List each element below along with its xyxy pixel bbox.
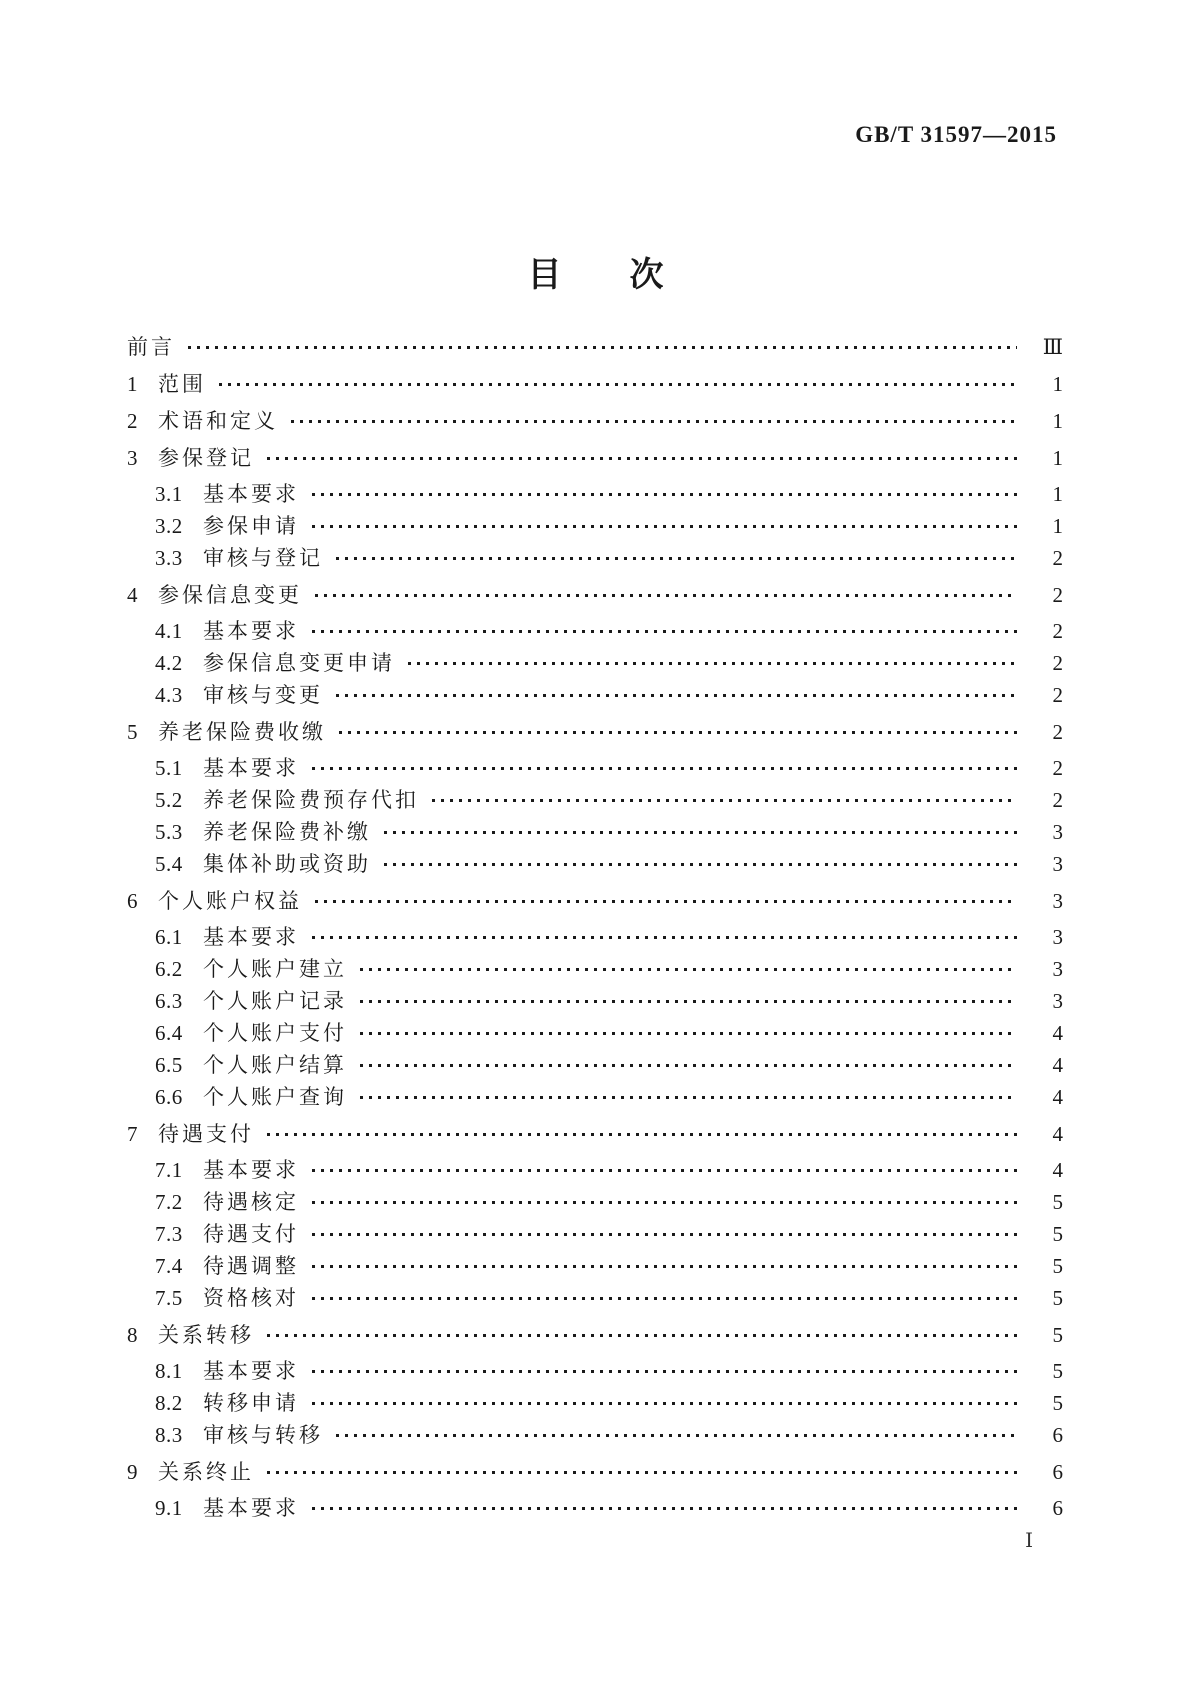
toc-entry-number: 6.6 <box>155 1085 183 1109</box>
toc-leader-dots <box>336 694 1017 697</box>
toc-entry-page: 6 <box>1052 1460 1063 1484</box>
toc-leader-dots <box>360 1000 1017 1003</box>
toc-entry-label: 基本要求 <box>203 1359 299 1383</box>
toc-entry-page: 5 <box>1052 1323 1063 1347</box>
toc-entry <box>127 921 1063 953</box>
toc-leader-dots <box>360 1064 1017 1067</box>
toc-entry-number: 7.1 <box>155 1158 183 1182</box>
toc-leader-dots <box>267 1471 1017 1474</box>
toc-entry-number: 6 <box>127 889 138 913</box>
toc-entry <box>127 331 1063 363</box>
toc-entry-number: 3 <box>127 446 138 470</box>
toc-entry-page: 5 <box>1052 1190 1063 1214</box>
toc-entry-number: 5.2 <box>155 788 183 812</box>
toc-entry-number: 3.1 <box>155 482 183 506</box>
toc-entry <box>127 1419 1063 1451</box>
toc-entry <box>127 885 1063 917</box>
toc-entry-label: 审核与登记 <box>203 546 323 570</box>
toc-entry <box>127 1250 1063 1282</box>
toc-entry-page: 2 <box>1052 619 1063 643</box>
table-of-contents <box>127 326 1063 1524</box>
toc-entry-page: 5 <box>1052 1286 1063 1310</box>
toc-entry-page: 5 <box>1052 1391 1063 1415</box>
toc-leader-dots <box>312 493 1017 496</box>
toc-entry-label: 术语和定义 <box>158 409 278 433</box>
toc-entry-number: 4 <box>127 583 138 607</box>
page-title: 目 次 <box>527 256 664 294</box>
toc-leader-dots <box>339 731 1017 734</box>
toc-entry-page: 2 <box>1052 546 1063 570</box>
toc-entry-number: 9 <box>127 1460 138 1484</box>
toc-entry-number: 6.5 <box>155 1053 183 1077</box>
toc-entry <box>127 615 1063 647</box>
toc-leader-dots <box>315 594 1017 597</box>
toc-entry-page: 4 <box>1052 1158 1063 1182</box>
toc-entry <box>127 368 1063 400</box>
standard-code: GB/T 31597—2015 <box>855 122 1057 147</box>
toc-entry-number: 2 <box>127 409 138 433</box>
toc-entry-number: 5 <box>127 720 138 744</box>
toc-leader-dots <box>312 1507 1017 1510</box>
toc-entry-label: 养老保险费补缴 <box>203 820 371 844</box>
toc-entry-label: 范围 <box>158 372 206 396</box>
toc-entry-number: 8.1 <box>155 1359 183 1383</box>
toc-entry-number: 5.3 <box>155 820 183 844</box>
toc-entry-label: 待遇调整 <box>203 1254 299 1278</box>
toc-leader-dots <box>336 557 1017 560</box>
toc-leader-dots <box>312 1169 1017 1172</box>
toc-entry-number: 7.2 <box>155 1190 183 1214</box>
toc-entry-label: 个人账户记录 <box>203 989 347 1013</box>
toc-entry-page: 1 <box>1052 482 1063 506</box>
toc-entry <box>127 1154 1063 1186</box>
toc-leader-dots <box>188 346 1017 349</box>
toc-entry-number: 6.3 <box>155 989 183 1013</box>
toc-entry <box>127 1355 1063 1387</box>
toc-entry-label: 养老保险费收缴 <box>158 720 326 744</box>
toc-entry <box>127 1081 1063 1113</box>
toc-entry <box>127 510 1063 542</box>
toc-entry-page: 4 <box>1052 1122 1063 1146</box>
toc-entry-page: 3 <box>1052 820 1063 844</box>
toc-entry <box>127 478 1063 510</box>
toc-entry-label: 关系终止 <box>158 1460 254 1484</box>
toc-entry <box>127 816 1063 848</box>
toc-entry <box>127 716 1063 748</box>
toc-entry-label: 基本要求 <box>203 925 299 949</box>
toc-entry-label: 资格核对 <box>203 1286 299 1310</box>
toc-entry-number: 7.5 <box>155 1286 183 1310</box>
toc-entry-page: 2 <box>1052 720 1063 744</box>
toc-leader-dots <box>312 767 1017 770</box>
toc-entry-label: 参保信息变更申请 <box>203 651 395 675</box>
toc-entry-page: 3 <box>1052 957 1063 981</box>
toc-entry-page: 6 <box>1052 1496 1063 1520</box>
toc-entry-page: 2 <box>1052 651 1063 675</box>
toc-entry-page: 2 <box>1052 756 1063 780</box>
toc-entry <box>127 1186 1063 1218</box>
toc-entry-page: Ⅲ <box>1042 335 1063 359</box>
toc-entry-label: 待遇支付 <box>203 1222 299 1246</box>
toc-entry-number: 6.2 <box>155 957 183 981</box>
toc-leader-dots <box>312 1297 1017 1300</box>
toc-entry-page: 3 <box>1052 989 1063 1013</box>
toc-entry-label: 基本要求 <box>203 1496 299 1520</box>
toc-entry-number: 9.1 <box>155 1496 183 1520</box>
toc-entry <box>127 1387 1063 1419</box>
toc-entry-number: 7.4 <box>155 1254 183 1278</box>
toc-entry-label: 个人账户结算 <box>203 1053 347 1077</box>
toc-leader-dots <box>384 831 1017 834</box>
toc-entry-number: 6.1 <box>155 925 183 949</box>
toc-entry <box>127 985 1063 1017</box>
toc-leader-dots <box>267 1133 1017 1136</box>
toc-entry-page: 5 <box>1052 1222 1063 1246</box>
toc-entry-page: 4 <box>1052 1085 1063 1109</box>
toc-entry-number: 7 <box>127 1122 138 1146</box>
toc-entry-page: 4 <box>1052 1021 1063 1045</box>
toc-leader-dots <box>432 799 1017 802</box>
toc-entry-page: 2 <box>1052 683 1063 707</box>
toc-entry-label: 养老保险费预存代扣 <box>203 788 419 812</box>
toc-entry <box>127 784 1063 816</box>
toc-entry <box>127 405 1063 437</box>
toc-entry-page: 2 <box>1052 583 1063 607</box>
toc-leader-dots <box>312 1233 1017 1236</box>
toc-leader-dots <box>360 1032 1017 1035</box>
toc-entry-label: 参保登记 <box>158 446 254 470</box>
toc-entry-page: 1 <box>1052 514 1063 538</box>
toc-entry-label: 集体补助或资助 <box>203 852 371 876</box>
toc-leader-dots <box>336 1434 1017 1437</box>
toc-leader-dots <box>312 1265 1017 1268</box>
toc-entry-number: 5.1 <box>155 756 183 780</box>
toc-leader-dots <box>360 1096 1017 1099</box>
toc-entry-number: 1 <box>127 372 138 396</box>
toc-entry-label: 待遇核定 <box>203 1190 299 1214</box>
toc-entry-page: 1 <box>1052 372 1063 396</box>
toc-entry-label: 参保信息变更 <box>158 583 302 607</box>
toc-entry-page: 5 <box>1052 1359 1063 1383</box>
toc-entry <box>127 442 1063 474</box>
toc-entry-page: 2 <box>1052 788 1063 812</box>
toc-entry-number: 3.3 <box>155 546 183 570</box>
toc-entry-number: 8.2 <box>155 1391 183 1415</box>
toc-leader-dots <box>408 662 1017 665</box>
toc-leader-dots <box>291 420 1017 423</box>
toc-leader-dots <box>267 1334 1017 1337</box>
toc-entry <box>127 1118 1063 1150</box>
toc-entry-page: 3 <box>1052 889 1063 913</box>
toc-leader-dots <box>267 457 1017 460</box>
toc-entry <box>127 1492 1063 1524</box>
toc-entry <box>127 1319 1063 1351</box>
toc-leader-dots <box>360 968 1017 971</box>
toc-entry-page: 5 <box>1052 1254 1063 1278</box>
toc-entry-label: 个人账户权益 <box>158 889 302 913</box>
toc-entry-label: 个人账户建立 <box>203 957 347 981</box>
toc-entry-label: 个人账户支付 <box>203 1021 347 1045</box>
toc-entry-label: 参保申请 <box>203 514 299 538</box>
toc-entry-label: 关系转移 <box>158 1323 254 1347</box>
toc-leader-dots <box>312 1370 1017 1373</box>
toc-entry <box>127 679 1063 711</box>
toc-entry <box>127 752 1063 784</box>
toc-entry-number: 4.2 <box>155 651 183 675</box>
toc-leader-dots <box>312 936 1017 939</box>
toc-entry <box>127 1049 1063 1081</box>
toc-leader-dots <box>315 900 1017 903</box>
toc-entry-label: 基本要求 <box>203 1158 299 1182</box>
toc-entry-page: 3 <box>1052 852 1063 876</box>
toc-entry-label: 审核与变更 <box>203 683 323 707</box>
toc-entry-page: 1 <box>1052 409 1063 433</box>
toc-entry-number: 6.4 <box>155 1021 183 1045</box>
toc-entry-number: 4.3 <box>155 683 183 707</box>
toc-entry-number: 4.1 <box>155 619 183 643</box>
toc-entry-number: 8 <box>127 1323 138 1347</box>
toc-entry-number: 8.3 <box>155 1423 183 1447</box>
toc-leader-dots <box>219 383 1017 386</box>
toc-entry <box>127 1282 1063 1314</box>
toc-entry <box>127 848 1063 880</box>
toc-entry-number: 7.3 <box>155 1222 183 1246</box>
toc-entry <box>127 1017 1063 1049</box>
toc-entry-page: 6 <box>1052 1423 1063 1447</box>
toc-entry-page: 3 <box>1052 925 1063 949</box>
toc-leader-dots <box>384 863 1017 866</box>
toc-entry-label: 转移申请 <box>203 1391 299 1415</box>
toc-leader-dots <box>312 525 1017 528</box>
toc-entry <box>127 647 1063 679</box>
toc-entry-label: 个人账户查询 <box>203 1085 347 1109</box>
toc-leader-dots <box>312 630 1017 633</box>
toc-entry-label: 待遇支付 <box>158 1122 254 1146</box>
toc-entry <box>127 1456 1063 1488</box>
toc-entry-page: 4 <box>1052 1053 1063 1077</box>
toc-entry-page: 1 <box>1052 446 1063 470</box>
toc-entry-label: 基本要求 <box>203 482 299 506</box>
toc-entry-label: 基本要求 <box>203 619 299 643</box>
toc-entry-number: 5.4 <box>155 852 183 876</box>
toc-entry-number: 3.2 <box>155 514 183 538</box>
toc-entry-label: 审核与转移 <box>203 1423 323 1447</box>
folio-page-number: Ⅰ <box>1025 1530 1033 1552</box>
toc-entry-label: 基本要求 <box>203 756 299 780</box>
toc-leader-dots <box>312 1201 1017 1204</box>
toc-entry <box>127 1218 1063 1250</box>
toc-leader-dots <box>312 1402 1017 1405</box>
toc-entry <box>127 579 1063 611</box>
toc-entry <box>127 542 1063 574</box>
toc-entry-label: 前言 <box>127 335 175 359</box>
toc-entry <box>127 953 1063 985</box>
